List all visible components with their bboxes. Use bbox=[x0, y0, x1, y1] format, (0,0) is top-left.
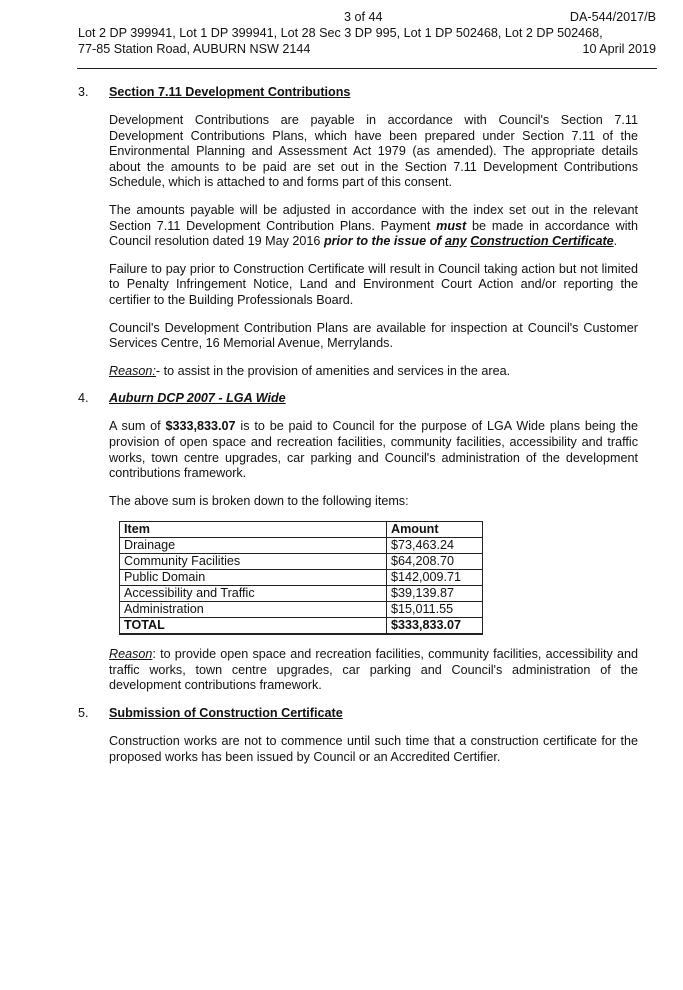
condition-title: Section 7.11 Development Contributions bbox=[109, 85, 351, 99]
reason: Reason:- to assist in the provision of amenities and services in the area. bbox=[109, 363, 511, 378]
document-body bbox=[78, 85, 638, 777]
table-row: Accessibility and Traffic $39,139.87 bbox=[120, 586, 483, 602]
table-row: Drainage $73,463.24 bbox=[120, 538, 483, 554]
application-reference: DA-544/2017/B bbox=[569, 10, 656, 24]
lot-description: Lot 2 DP 399941, Lot 1 DP 399941, Lot 28 Sec 3 DP 995, Lot 1 DP 502468, Lot 2 DP 502468, bbox=[78, 26, 603, 40]
header-divider bbox=[77, 68, 657, 69]
paragraph: Council's Development Contribution Plans are available for inspection at Council's Customer Services Centre, 16 Memorial Avenue, Merrylands. bbox=[109, 320, 638, 351]
reason-label: Reason: bbox=[109, 363, 156, 378]
condition-number: 4. bbox=[78, 391, 89, 406]
paragraph: A sum of $333,833.07 is to be paid to Council for the purpose of LGA Wide plans being the provision of open space and recreation facilities, community facilities, accessibility and traffic works, town centre upgrades, car parking and Council's administration of the development contributions framework. bbox=[109, 419, 638, 481]
column-header: Amount bbox=[387, 522, 483, 538]
condition-number: 5. bbox=[78, 706, 89, 721]
reason: Reason: to provide open space and recreation facilities, community facilities, accessibility and traffic works, town centre upgrades, car parking and Council's administration of the development contributions framework. bbox=[109, 647, 638, 693]
condition-3 bbox=[78, 85, 638, 379]
paragraph: Failure to pay prior to Construction Certificate will result in Council taking action but not limited to Penalty Infringement Notice, Land and Environment Court Action and/or reporting the certifier to the Building Professionals Board. bbox=[109, 261, 638, 307]
page-number: 3 of 44 bbox=[344, 10, 383, 24]
paragraph: Development Contributions are payable in accordance with Council's Section 7.11 Development Contributions Plans, which have been prepared under Section 7.11 of the Environmental Planning and Assessment Act 1979 (as amended). The appropriate details about the amounts to be paid are set out in the Section 7.11 Development Contributions Schedule, which is attached to and forms part of this consent. bbox=[109, 113, 638, 190]
condition-number: 3. bbox=[78, 85, 89, 99]
table-header-row bbox=[120, 522, 483, 538]
condition-5 bbox=[78, 706, 638, 765]
condition-title: Auburn DCP 2007 - LGA Wide bbox=[109, 391, 286, 406]
paragraph: Construction works are not to commence until such time that a construction certificate for the proposed works has been issued by Council or an Accredited Certifier. bbox=[109, 734, 638, 764]
page-header bbox=[78, 10, 656, 58]
table-row: Public Domain $142,009.71 bbox=[120, 570, 483, 586]
paragraph: The above sum is broken down to the following items: bbox=[109, 493, 409, 508]
contributions-table bbox=[119, 521, 483, 635]
paragraph: The amounts payable will be adjusted in accordance with the index set out in the relevant Section 7.11 Development Contribution Plans. Payment must be made in accordance with Council resolution dated 19 May 2016 prior to the issue of any Construction Certificate. bbox=[109, 202, 639, 249]
table-total-row: TOTAL $333,833.07 bbox=[120, 618, 483, 635]
reason-label: Reason bbox=[109, 647, 153, 662]
site-address: 77-85 Station Road, AUBURN NSW 2144 bbox=[78, 42, 311, 56]
condition-title: Submission of Construction Certificate bbox=[109, 706, 343, 721]
table-row: Administration $15,011.55 bbox=[120, 602, 483, 618]
condition-4 bbox=[78, 391, 638, 694]
document-date: 10 April 2019 bbox=[582, 42, 656, 56]
column-header: Item bbox=[120, 522, 387, 538]
contribution-sum: $333,833.07 bbox=[165, 419, 236, 434]
table-row: Community Facilities $64,208.70 bbox=[120, 554, 483, 570]
